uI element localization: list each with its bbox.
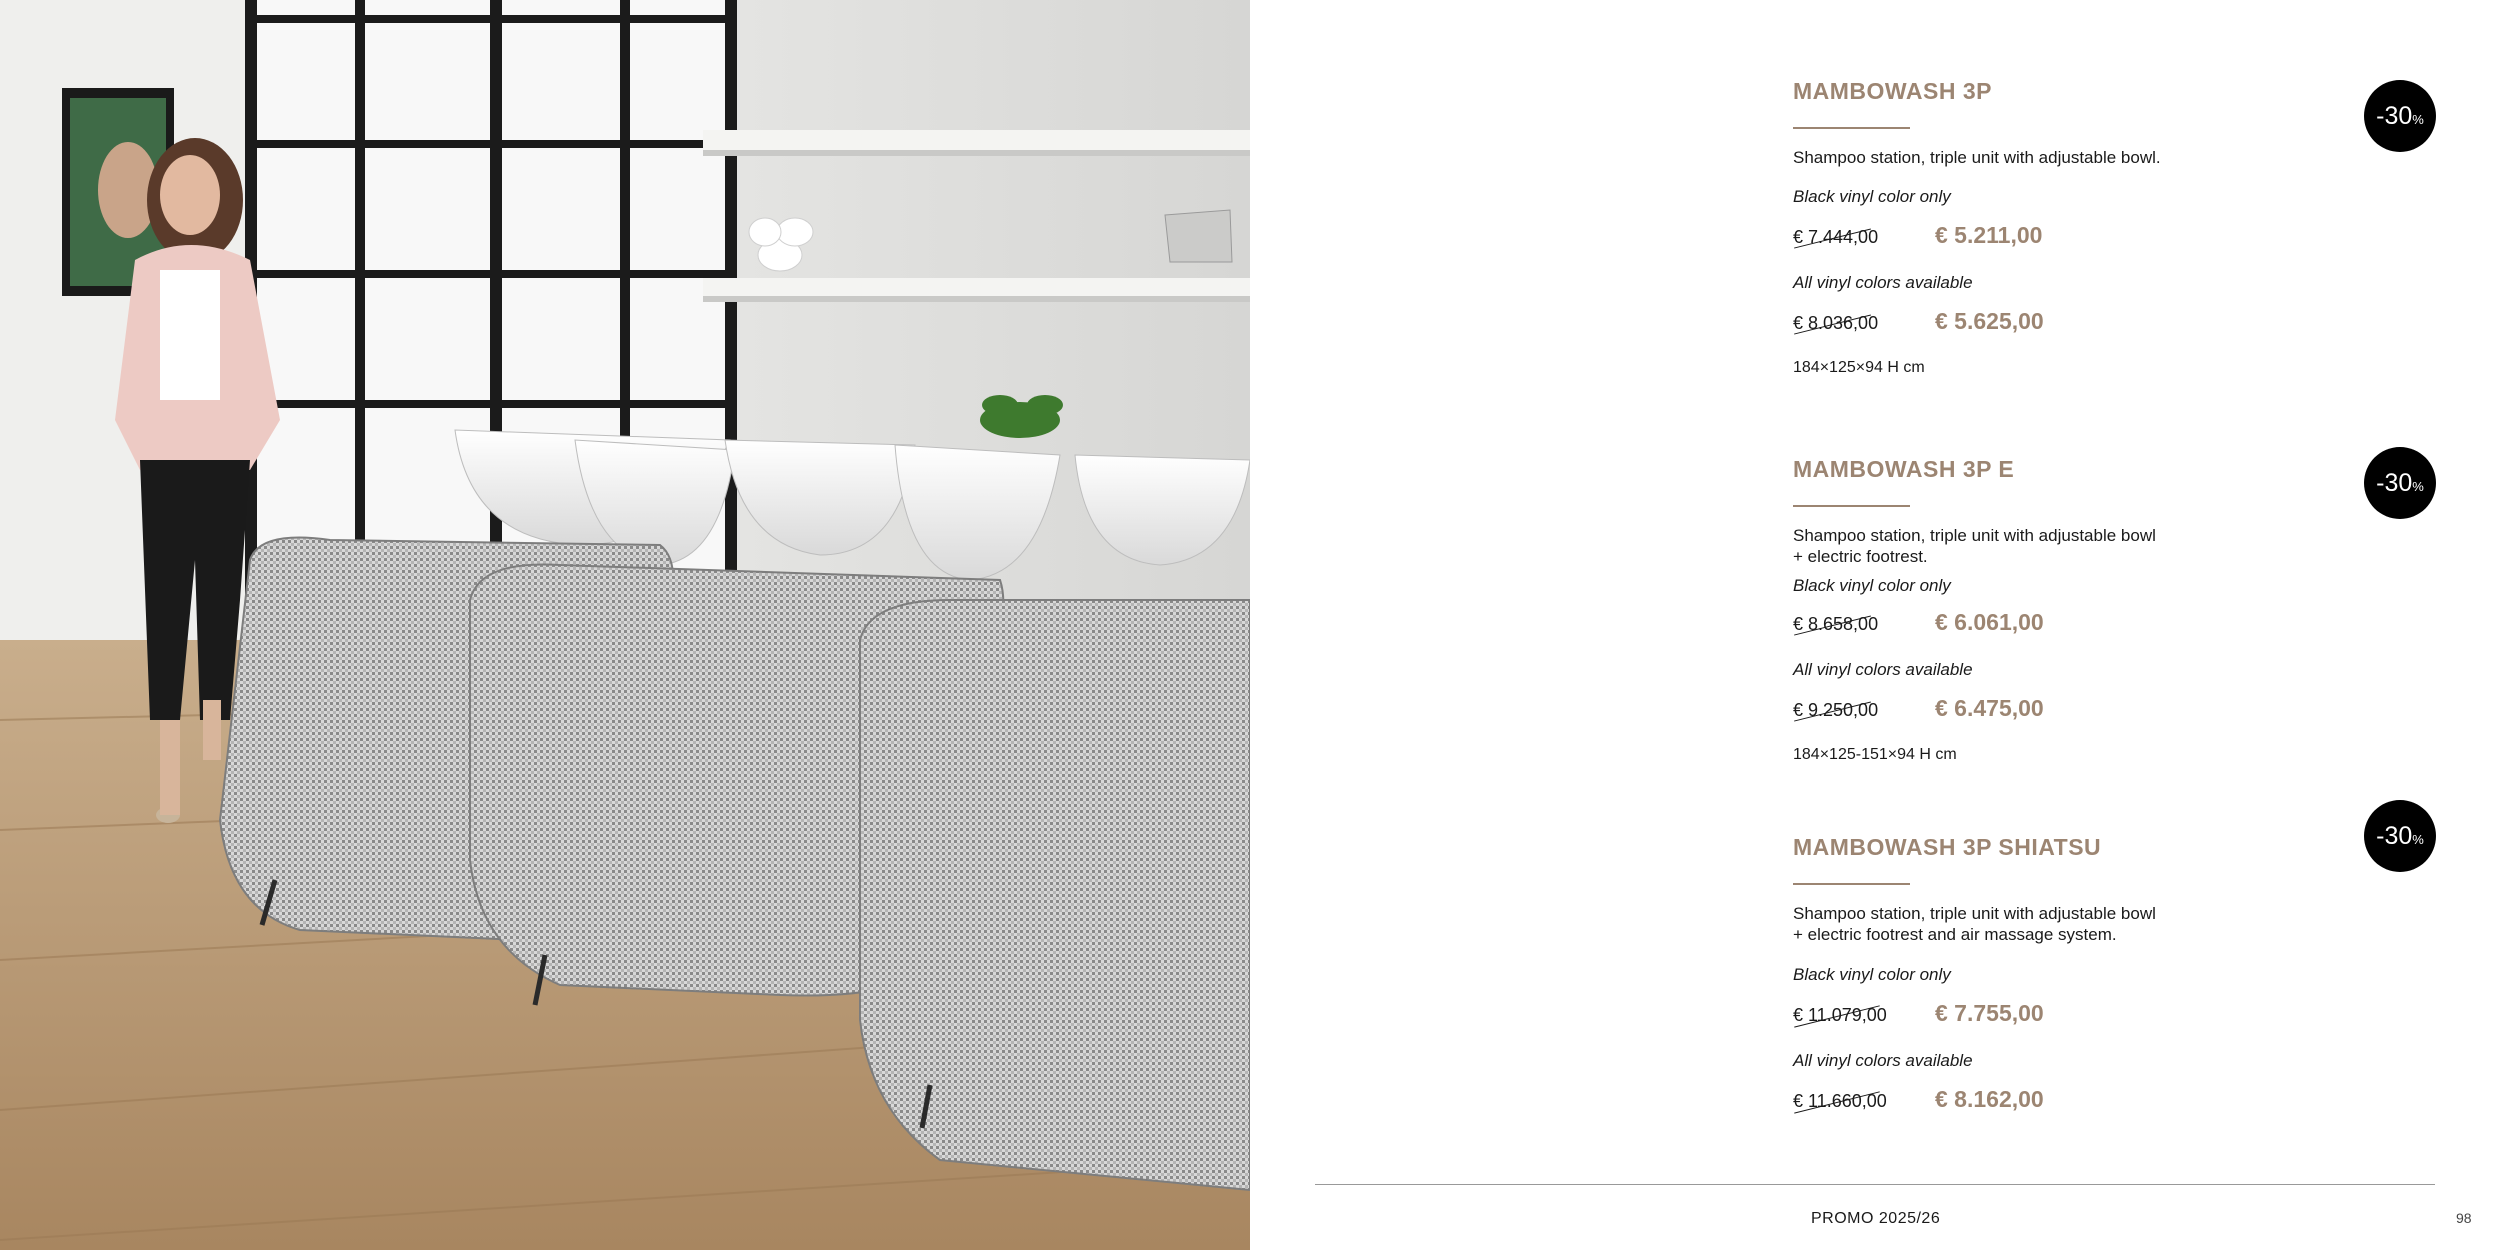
discounted-price: € 8.162,00 — [1935, 1086, 2044, 1112]
discounted-price: € 7.755,00 — [1935, 1000, 2044, 1026]
product-title: MAMBOWASH 3P E — [1793, 456, 2015, 482]
discount-badge: -30 % — [2364, 447, 2436, 519]
price-row — [1793, 999, 2433, 1031]
variant-label: Black vinyl color only — [1793, 965, 1951, 984]
product-dimensions: 184×125-151×94 H cm — [1793, 746, 1957, 763]
price-row — [1793, 1085, 2433, 1117]
original-price: € 8.036,00 — [1793, 313, 1879, 333]
footer-title: PROMO 2025/26 — [1811, 1210, 1941, 1227]
variant-label: All vinyl colors available — [1793, 1051, 1973, 1070]
variant-label: All vinyl colors available — [1793, 273, 1973, 292]
price-row — [1793, 608, 2433, 640]
discounted-price: € 5.625,00 — [1935, 308, 2044, 334]
product-title: MAMBOWASH 3P SHIATSU — [1793, 834, 2102, 860]
title-underline — [1793, 505, 1910, 507]
product-title: MAMBOWASH 3P — [1793, 78, 1992, 104]
original-price: € 8.658,00 — [1793, 614, 1879, 634]
product-mambowash-3p-shiatsu — [1793, 834, 2433, 1117]
product-description: Shampoo station, triple unit with adjustable bowl + electric footrest. — [1793, 526, 2156, 566]
original-price: € 7.444,00 — [1793, 227, 1879, 247]
original-price: € 11.079,00 — [1793, 1005, 1887, 1026]
discount-badge: -30 % — [2364, 800, 2436, 872]
discounted-price: € 5.211,00 — [1935, 222, 2043, 248]
variant-label: Black vinyl color only — [1793, 187, 1951, 206]
product-dimensions: 184×125×94 H cm — [1793, 359, 1925, 376]
product-mambowash-3p — [1793, 78, 2433, 377]
product-description: Shampoo station, triple unit with adjustable bowl + electric footrest and air massage system. — [1793, 904, 2156, 944]
title-underline — [1793, 883, 1910, 885]
discounted-price: € 6.061,00 — [1935, 609, 2044, 635]
price-row — [1793, 307, 2433, 339]
original-price: € 9.250,00 — [1793, 700, 1879, 720]
original-price: € 11.660,00 — [1793, 1091, 1887, 1112]
variant-label: All vinyl colors available — [1793, 660, 1973, 679]
page-number: 98 — [2456, 1210, 2472, 1226]
discounted-price: € 6.475,00 — [1935, 695, 2044, 721]
discount-badge: -30 % — [2364, 80, 2436, 152]
product-mambowash-3p-e — [1793, 456, 2433, 764]
variant-label: Black vinyl color only — [1793, 576, 1951, 595]
price-row — [1793, 221, 2433, 253]
footer-divider — [1315, 1184, 2435, 1185]
price-row — [1793, 694, 2433, 726]
product-description: Shampoo station, triple unit with adjustable bowl. — [1793, 148, 2161, 167]
title-underline — [1793, 127, 1910, 129]
